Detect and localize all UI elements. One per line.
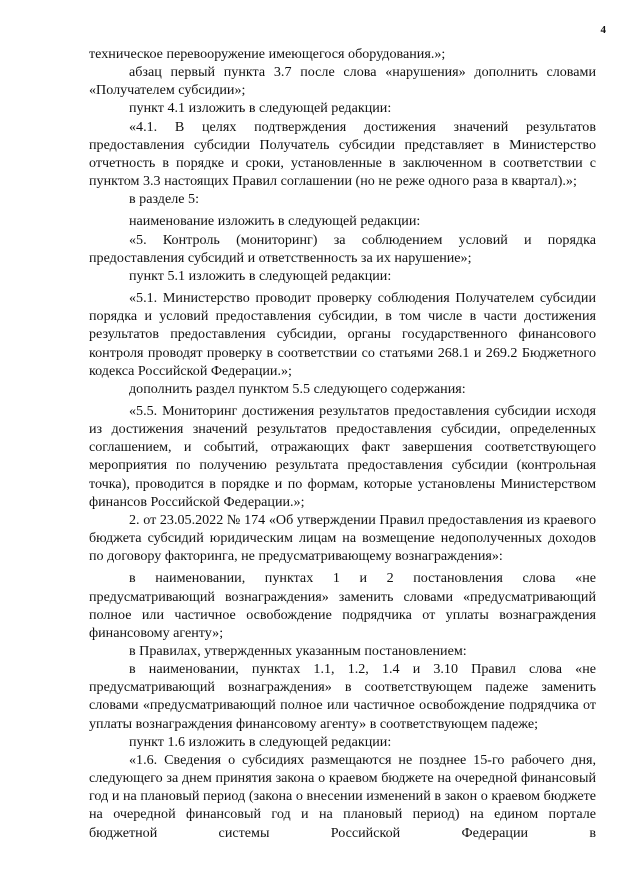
- paragraph: в Правилах, утвержденных указанным постановлением:: [129, 643, 467, 659]
- paragraph: пункт 4.1 изложить в следующей редакции:: [129, 100, 392, 117]
- page-number: 4: [600, 24, 606, 36]
- paragraph: «4.1. В целях подтверждения достижения значений результатов предоставления субсидии Получатель субсидии представляет в Министерство отчетность в порядке и сроки, установленные в заключенном в соответствии с пунктом 3.3 настоящих Правил соглашении (но не реже одного раза в квартал).»;: [89, 118, 596, 190]
- paragraph: техническое перевооружение имеющегося оборудования.»;: [89, 46, 446, 62]
- paragraph: «5.5. Мониторинг достижения результатов предоставления субсидии исходя из достижения значений результатов предоставления субсидии, определенных соглашением, и событий, отражающих факт завершения соответствующего мероприятия по получению результата предоставления субсидии (контрольная точка), проводится в порядке и по формам, которые установлены Министерством финансов Российской Федерации.»;: [89, 402, 596, 510]
- paragraph: наименование изложить в следующей редакции:: [129, 213, 421, 230]
- paragraph: пункт 5.1 изложить в следующей редакции:: [129, 267, 392, 284]
- paragraph: дополнить раздел пунктом 5.5 следующего содержания:: [129, 380, 466, 397]
- document-body: [89, 45, 596, 842]
- paragraph: абзац первый пункта 3.7 после слова «нарушения» дополнить словами «Получателем субсидии»;: [89, 64, 596, 99]
- paragraph: в наименовании, пунктах 1 и 2 постановления слова «не предусматривающий вознаграждения» заменить словами «предусматривающий полное или частичное освобождение подрядчика от уплаты вознаграждения финансовому агенту»;: [89, 570, 596, 641]
- paragraph: «1.6. Сведения о субсидиях размещаются не позднее 15-го рабочего дня, следующего за днем принятия закона о краевом бюджете на очередной финансовый год и на плановый период (закона о внесении изменений в закон о краевом бюджете на очередной финансовый год и на плановый период) на едином портале бюджетной системы Российской Федерации в: [89, 751, 596, 841]
- paragraph: в наименовании, пунктах 1.1, 1.2, 1.4 и 3.10 Правил слова «не предусматривающий вознаграждения» в соответствующем падеже заменить словами «предусматривающий полное или частичное освобождение подрядчика от уплаты вознаграждения финансовому агенту» в соответствующем падеже;: [89, 661, 596, 732]
- paragraph: в разделе 5:: [129, 191, 199, 208]
- paragraph: пункт 1.6 изложить в следующей редакции:: [129, 733, 392, 750]
- paragraph: «5. Контроль (мониторинг) за соблюдением условий и порядка предоставления субсидий и ответственность за их нарушение»;: [89, 231, 596, 266]
- paragraph: 2. от 23.05.2022 № 174 «Об утверждении Правил предоставления из краевого бюджета субсидий юридическим лицам на возмещение недополученных доходов по договору факторинга, не предусматривающему вознаграждения»:: [89, 511, 596, 565]
- paragraph: «5.1. Министерство проводит проверку соблюдения Получателем субсидии порядка и условий предоставления субсидии, в том числе в части достижения результатов предоставления субсидии, органы государственного финансового контроля проводят проверку в соответствии со статьями 268.1 и 269.2 Бюджетного кодекса Российской Федерации.»;: [89, 290, 596, 379]
